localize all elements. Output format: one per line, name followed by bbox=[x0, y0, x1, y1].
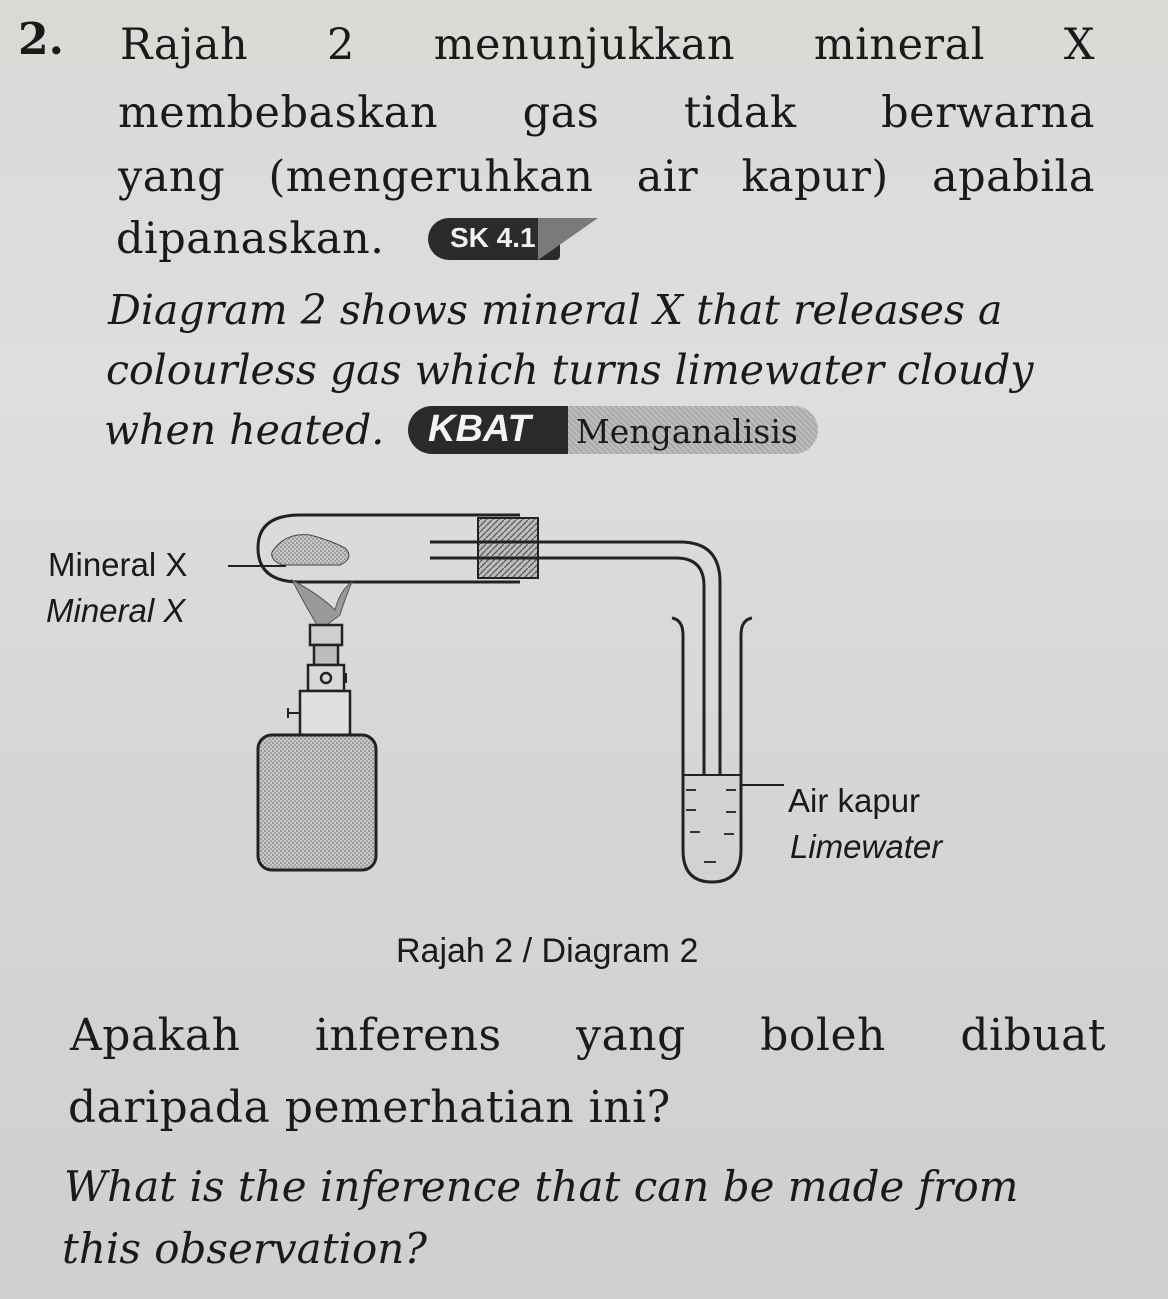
word: dibuat bbox=[960, 1010, 1106, 1061]
question-number: 2. bbox=[18, 14, 64, 65]
question-malay-line-2 bbox=[118, 88, 1095, 138]
word: air bbox=[636, 152, 699, 202]
kbat-badge bbox=[408, 402, 828, 462]
label-limewater-malay: Air kapur bbox=[788, 782, 921, 819]
word: 2 bbox=[327, 20, 355, 70]
word: membebaskan bbox=[118, 88, 439, 138]
mineral-x-sample bbox=[272, 535, 349, 565]
word: X bbox=[1063, 20, 1095, 70]
label-mineral-english: Mineral X bbox=[46, 592, 186, 629]
question-english-line-2: colourless gas which turns limewater cloudy bbox=[106, 346, 1034, 394]
kbat-skill-label: Menganalisis bbox=[576, 412, 798, 451]
word: yang bbox=[576, 1010, 686, 1061]
word: (mengeruhkan bbox=[268, 152, 594, 202]
prompt-english-line-1: What is the inference that can be made from bbox=[64, 1162, 1019, 1211]
stopper bbox=[478, 518, 538, 578]
word: tidak bbox=[683, 88, 797, 138]
word: mineral bbox=[813, 20, 986, 70]
word: apabila bbox=[931, 152, 1095, 202]
label-limewater-english: Limewater bbox=[790, 828, 943, 865]
flame bbox=[292, 580, 352, 630]
prompt-malay-line-1 bbox=[70, 1010, 1106, 1061]
question-english-line-3: when heated. bbox=[104, 406, 385, 454]
word: Apakah bbox=[70, 1010, 241, 1061]
word: berwarna bbox=[881, 88, 1095, 138]
word: gas bbox=[522, 88, 600, 138]
question-malay-line-4: dipanaskan. bbox=[116, 214, 385, 264]
bunsen-burner bbox=[258, 580, 376, 870]
delivery-tube bbox=[430, 542, 720, 860]
burner-base bbox=[258, 735, 376, 870]
sk-badge bbox=[428, 214, 600, 264]
label-mineral-malay: Mineral X bbox=[48, 546, 188, 583]
question-english-line-1: Diagram 2 shows mineral X that releases a bbox=[108, 286, 1003, 334]
question-malay-line-3 bbox=[118, 152, 1095, 202]
apparatus-diagram bbox=[0, 490, 1000, 915]
diagram-caption: Rajah 2 / Diagram 2 bbox=[396, 932, 699, 970]
prompt-malay-line-2: daripada pemerhatian ini? bbox=[68, 1082, 671, 1133]
word: menunjukkan bbox=[433, 20, 736, 70]
word: Rajah bbox=[120, 20, 249, 70]
test-tube bbox=[672, 618, 752, 882]
question-malay-line-1 bbox=[120, 20, 1095, 70]
kbat-badge-label: KBAT bbox=[428, 408, 531, 450]
sk-badge-label: SK 4.1 bbox=[450, 222, 536, 253]
word: yang bbox=[118, 152, 226, 202]
word: boleh bbox=[760, 1010, 886, 1061]
word: kapur) bbox=[741, 152, 889, 202]
word: inferens bbox=[314, 1010, 502, 1061]
prompt-english-line-2: this observation? bbox=[62, 1224, 427, 1273]
